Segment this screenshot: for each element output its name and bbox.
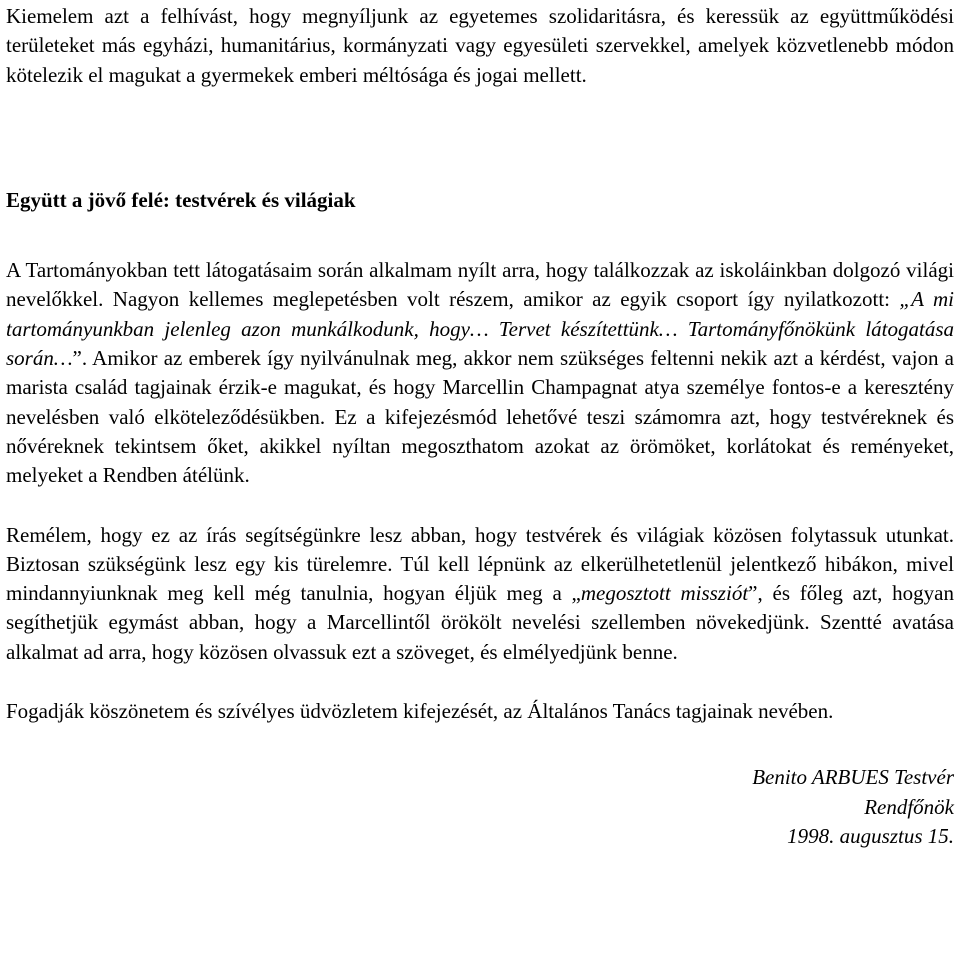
paragraph-hope bbox=[6, 521, 954, 667]
signature-block bbox=[6, 763, 954, 851]
paragraph-provinces bbox=[6, 256, 954, 490]
paragraph-hope-text-1: Remélem, hogy ez az írás segítségünkre lesz abban, hogy testvérek és világiak közösen folytassuk utunkat. Biztosan szükségünk lesz egy kis türelemre. Túl kell lépnünk az elkerülhetetlenül jelentkező hibákon, mivel mindannyiunknak meg kell még tanulnia, hogyan éljük meg a „ bbox=[6, 522, 954, 606]
paragraph-provinces-quote: „A mi tartományunkban jelenleg azon munkálkodunk, hogy… Tervet készítettünk… Tartományfőnökünk látogatása során… bbox=[6, 287, 954, 371]
paragraph-hope-text-2: ”, és főleg azt, hogyan segíthetjük egymást abban, hogy a Marcellintől örökölt nevelési szellemben növekedjünk. Szentté avatása alkalmat ad arra, hogy közösen olvassuk ezt a szöveget, és elmélyedjünk benne. bbox=[6, 581, 954, 664]
paragraph-closing: Fogadják köszönetem és szívélyes üdvözletem kifejezését, az Általános Tanács tagjainak nevében. bbox=[6, 699, 834, 724]
paragraph-hope-emphasis: megosztott missziót bbox=[580, 581, 749, 606]
signature-title: Rendfőnök bbox=[864, 794, 954, 819]
signature-date: 1998. augusztus 15. bbox=[787, 823, 954, 848]
section-heading: Együtt a jövő felé: testvérek és világiak bbox=[6, 187, 356, 212]
paragraph-provinces-text-1: A Tartományokban tett látogatásaim során alkalmam nyílt arra, hogy találkozzak az iskoláinkban dolgozó világi nevelőkkel. Nagyon kellemes meglepetésben volt részem, amikor az egyik csoport így nyilatkozott: bbox=[6, 258, 954, 312]
signature-name: Benito ARBUES Testvér bbox=[752, 765, 954, 790]
paragraph-provinces-text-2: ”. Amikor az emberek így nyilvánulnak meg, akkor nem szükséges feltenni nekik azt a kérdést, vajon a marista család tagjainak érzik-e magukat, és hogy Marcellin Champagnat atya személye fontos-e a keresztény nevelésben való elköteleződésükben. Ez a kifejezésmód lehetővé teszi számomra azt, hogy testvéreknek és nővéreknek tekintsem őket, akikkel nyíltan megoszthatom azokat az örömöket, korlátokat és reményeket, melyeket a Rendben átélünk. bbox=[6, 346, 954, 488]
paragraph-solidarity: Kiemelem azt a felhívást, hogy megnyíljunk az egyetemes szolidaritásra, és keressük az együttműködési területeket más egyházi, humanitárius, kormányzati vagy egyesületi szervekkel, amelyek közvetlenebb módon kötelezik el magukat a gyermekek emberi méltósága és jogai mellett. bbox=[6, 4, 954, 87]
